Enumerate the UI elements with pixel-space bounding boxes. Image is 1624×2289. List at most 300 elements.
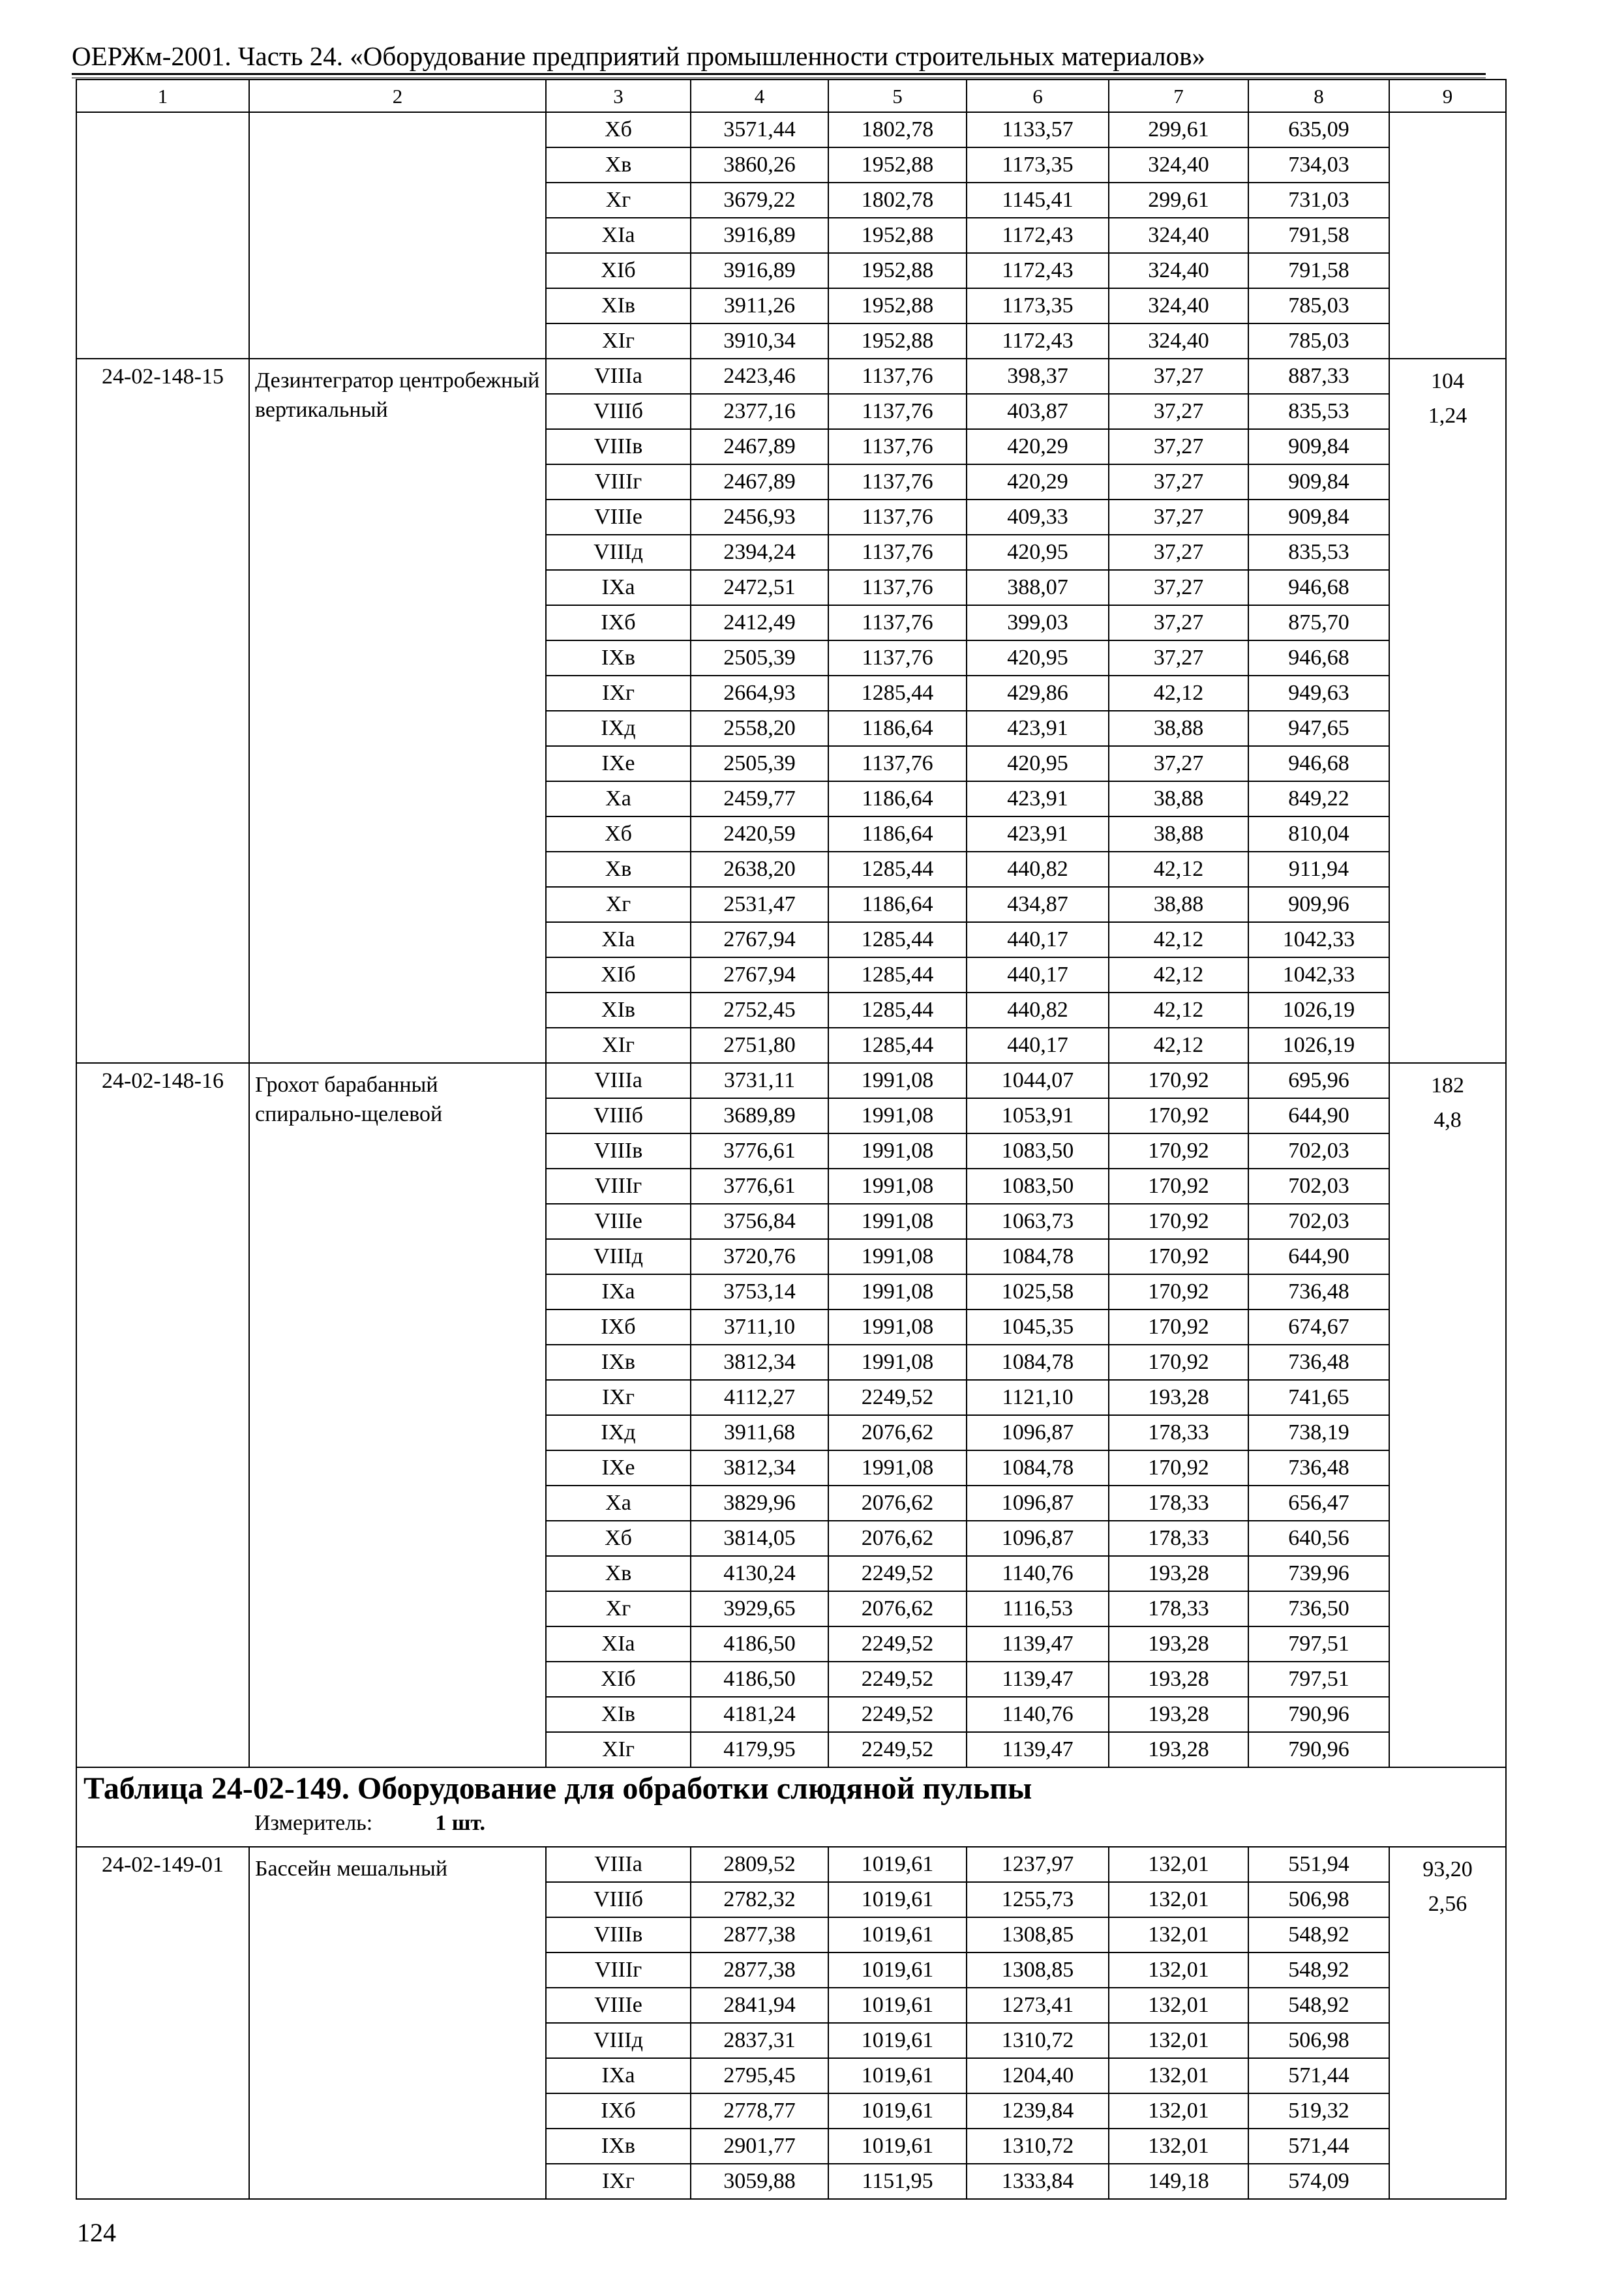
value-cell: 3753,14 xyxy=(691,1274,828,1309)
value-cell: 38,88 xyxy=(1109,711,1248,746)
measure-value: 1 шт. xyxy=(435,1811,486,1835)
value-cell: 1096,87 xyxy=(967,1521,1109,1556)
value-cell: 1019,61 xyxy=(828,1988,967,2023)
zone-cell: VIIIе xyxy=(546,1204,691,1239)
value-cell: 2767,94 xyxy=(691,922,828,957)
zone-cell: Xб xyxy=(546,112,691,147)
item-code xyxy=(76,112,249,359)
value-cell: 2076,62 xyxy=(828,1486,967,1521)
value-cell: 4130,24 xyxy=(691,1556,828,1591)
value-cell: 702,03 xyxy=(1248,1169,1389,1204)
value-cell: 324,40 xyxy=(1109,253,1248,288)
zone-cell: VIIIе xyxy=(546,1988,691,2023)
value-cell: 170,92 xyxy=(1109,1450,1248,1486)
value-cell: 909,84 xyxy=(1248,429,1389,464)
value-cell: 132,01 xyxy=(1109,1988,1248,2023)
value-cell: 911,94 xyxy=(1248,852,1389,887)
value-cell: 506,98 xyxy=(1248,2023,1389,2058)
value-cell: 3911,26 xyxy=(691,288,828,323)
zone-cell: IXв xyxy=(546,2129,691,2164)
value-cell: 423,91 xyxy=(967,781,1109,816)
zone-cell: IXв xyxy=(546,1345,691,1380)
zone-cell: VIIIв xyxy=(546,1133,691,1169)
value-cell: 2809,52 xyxy=(691,1847,828,1882)
zone-cell: Xг xyxy=(546,1591,691,1626)
value-cell: 1991,08 xyxy=(828,1133,967,1169)
zone-cell: Xг xyxy=(546,183,691,218)
value-cell: 2505,39 xyxy=(691,746,828,781)
value-cell: 797,51 xyxy=(1248,1626,1389,1662)
value-cell: 571,44 xyxy=(1248,2058,1389,2093)
value-cell: 1172,43 xyxy=(967,253,1109,288)
value-cell: 640,56 xyxy=(1248,1521,1389,1556)
value-cell: 1019,61 xyxy=(828,1952,967,1988)
value-cell: 656,47 xyxy=(1248,1486,1389,1521)
value-cell: 1121,10 xyxy=(967,1380,1109,1415)
value-cell: 2467,89 xyxy=(691,464,828,500)
value-cell: 42,12 xyxy=(1109,852,1248,887)
value-cell: 1991,08 xyxy=(828,1063,967,1098)
value-cell: 548,92 xyxy=(1248,1917,1389,1952)
value-cell: 1026,19 xyxy=(1248,993,1389,1028)
zone-cell: Xв xyxy=(546,852,691,887)
value-cell: 551,94 xyxy=(1248,1847,1389,1882)
value-cell: 1139,47 xyxy=(967,1732,1109,1767)
value-cell: 835,53 xyxy=(1248,535,1389,570)
value-cell: 4181,24 xyxy=(691,1697,828,1732)
header-rule-thick xyxy=(72,73,1486,75)
value-cell: 1310,72 xyxy=(967,2129,1109,2164)
zone-cell: VIIIв xyxy=(546,429,691,464)
col-header-8: 8 xyxy=(1248,80,1389,112)
value-cell: 1173,35 xyxy=(967,147,1109,183)
value-cell: 946,68 xyxy=(1248,570,1389,605)
col-header-3: 3 xyxy=(546,80,691,112)
value-cell: 1042,33 xyxy=(1248,922,1389,957)
zone-cell: Xг xyxy=(546,887,691,922)
value-cell: 1019,61 xyxy=(828,2093,967,2129)
value-cell: 324,40 xyxy=(1109,288,1248,323)
value-cell: 193,28 xyxy=(1109,1697,1248,1732)
value-cell: 548,92 xyxy=(1248,1988,1389,2023)
value-cell: 1333,84 xyxy=(967,2164,1109,2199)
value-cell: 1172,43 xyxy=(967,218,1109,253)
value-cell: 1285,44 xyxy=(828,1028,967,1063)
value-cell: 1025,58 xyxy=(967,1274,1109,1309)
value-cell: 1137,76 xyxy=(828,746,967,781)
value-cell: 2558,20 xyxy=(691,711,828,746)
value-cell: 1026,19 xyxy=(1248,1028,1389,1063)
item-code: 24-02-148-16 xyxy=(76,1063,249,1767)
value-cell: 324,40 xyxy=(1109,147,1248,183)
value-cell: 3731,11 xyxy=(691,1063,828,1098)
value-cell: 3812,34 xyxy=(691,1345,828,1380)
value-cell: 132,01 xyxy=(1109,2023,1248,2058)
item-code: 24-02-148-15 xyxy=(76,359,249,1063)
value-cell: 635,09 xyxy=(1248,112,1389,147)
value-cell: 3911,68 xyxy=(691,1415,828,1450)
value-cell: 791,58 xyxy=(1248,253,1389,288)
value-cell: 887,33 xyxy=(1248,359,1389,394)
value-cell: 734,03 xyxy=(1248,147,1389,183)
zone-cell: VIIIб xyxy=(546,1098,691,1133)
value-cell: 1239,84 xyxy=(967,2093,1109,2129)
value-cell: 420,95 xyxy=(967,640,1109,676)
value-cell: 1255,73 xyxy=(967,1882,1109,1917)
value-cell: 736,48 xyxy=(1248,1345,1389,1380)
value-cell: 193,28 xyxy=(1109,1556,1248,1591)
value-cell: 3910,34 xyxy=(691,323,828,359)
value-cell: 324,40 xyxy=(1109,323,1248,359)
value-cell: 909,84 xyxy=(1248,464,1389,500)
value-cell: 2901,77 xyxy=(691,2129,828,2164)
value-cell: 1137,76 xyxy=(828,429,967,464)
value-cell: 3829,96 xyxy=(691,1486,828,1521)
price-table xyxy=(76,79,1507,2200)
value-cell: 548,92 xyxy=(1248,1952,1389,1988)
value-cell: 1045,35 xyxy=(967,1309,1109,1345)
value-cell: 1204,40 xyxy=(967,2058,1109,2093)
value-cell: 388,07 xyxy=(967,570,1109,605)
value-cell: 1019,61 xyxy=(828,1882,967,1917)
value-cell: 2472,51 xyxy=(691,570,828,605)
zone-cell: Xа xyxy=(546,781,691,816)
value-cell: 1084,78 xyxy=(967,1345,1109,1380)
value-cell: 403,87 xyxy=(967,394,1109,429)
item-name: Дезинтегратор центробежный вертикальный xyxy=(249,359,546,1063)
value-cell: 193,28 xyxy=(1109,1626,1248,1662)
value-cell: 132,01 xyxy=(1109,1952,1248,1988)
value-cell: 909,84 xyxy=(1248,500,1389,535)
zone-cell: XIг xyxy=(546,1028,691,1063)
zone-cell: IXе xyxy=(546,746,691,781)
column-number-row xyxy=(76,80,1506,112)
value-cell: 2664,93 xyxy=(691,676,828,711)
value-cell: 37,27 xyxy=(1109,605,1248,640)
value-cell: 2412,49 xyxy=(691,605,828,640)
value-cell: 2249,52 xyxy=(828,1732,967,1767)
col-header-6: 6 xyxy=(967,80,1109,112)
value-cell: 2877,38 xyxy=(691,1917,828,1952)
value-cell: 785,03 xyxy=(1248,323,1389,359)
value-cell: 2459,77 xyxy=(691,781,828,816)
value-cell: 2782,32 xyxy=(691,1882,828,1917)
zone-cell: IXа xyxy=(546,570,691,605)
value-cell: 37,27 xyxy=(1109,570,1248,605)
value-cell: 1044,07 xyxy=(967,1063,1109,1098)
value-cell: 178,33 xyxy=(1109,1591,1248,1626)
value-cell: 1019,61 xyxy=(828,2023,967,2058)
value-cell: 178,33 xyxy=(1109,1521,1248,1556)
value-cell: 420,29 xyxy=(967,464,1109,500)
value-cell: 440,17 xyxy=(967,957,1109,993)
zone-cell: IXб xyxy=(546,605,691,640)
value-cell: 170,92 xyxy=(1109,1063,1248,1098)
zone-cell: VIIIг xyxy=(546,464,691,500)
value-cell: 3916,89 xyxy=(691,218,828,253)
value-cell: 170,92 xyxy=(1109,1098,1248,1133)
table-title: Таблица 24-02-149. Оборудование для обработки слюдяной пульпы xyxy=(83,1771,1032,1806)
value-cell: 2767,94 xyxy=(691,957,828,993)
value-cell: 4179,95 xyxy=(691,1732,828,1767)
value-cell: 736,48 xyxy=(1248,1274,1389,1309)
value-cell: 1273,41 xyxy=(967,1988,1109,2023)
value-cell: 178,33 xyxy=(1109,1415,1248,1450)
value-cell: 1991,08 xyxy=(828,1274,967,1309)
value-cell: 1140,76 xyxy=(967,1556,1109,1591)
value-cell: 37,27 xyxy=(1109,464,1248,500)
value-cell: 132,01 xyxy=(1109,1917,1248,1952)
table-row xyxy=(76,1847,1506,1882)
value-cell: 38,88 xyxy=(1109,781,1248,816)
value-cell: 909,96 xyxy=(1248,887,1389,922)
zone-cell: Xв xyxy=(546,147,691,183)
value-cell: 434,87 xyxy=(967,887,1109,922)
value-cell: 1991,08 xyxy=(828,1450,967,1486)
value-cell: 1952,88 xyxy=(828,288,967,323)
value-cell: 2423,46 xyxy=(691,359,828,394)
value-cell: 193,28 xyxy=(1109,1380,1248,1415)
zone-cell: IXд xyxy=(546,1415,691,1450)
col-header-7: 7 xyxy=(1109,80,1248,112)
item-extra xyxy=(1389,1847,1506,2199)
value-cell: 702,03 xyxy=(1248,1204,1389,1239)
value-cell: 2505,39 xyxy=(691,640,828,676)
page-number: 124 xyxy=(77,2218,116,2247)
value-cell: 3929,65 xyxy=(691,1591,828,1626)
value-cell: 1137,76 xyxy=(828,570,967,605)
value-cell: 1237,97 xyxy=(967,1847,1109,1882)
value-cell: 946,68 xyxy=(1248,640,1389,676)
value-cell: 420,95 xyxy=(967,535,1109,570)
value-cell: 3571,44 xyxy=(691,112,828,147)
value-cell: 423,91 xyxy=(967,711,1109,746)
extra-value: 93,20 xyxy=(1422,1857,1473,1881)
zone-cell: XIг xyxy=(546,323,691,359)
value-cell: 731,03 xyxy=(1248,183,1389,218)
table-row xyxy=(76,359,1506,394)
value-cell: 644,90 xyxy=(1248,1239,1389,1274)
value-cell: 170,92 xyxy=(1109,1204,1248,1239)
value-cell: 947,65 xyxy=(1248,711,1389,746)
extra-value: 104 xyxy=(1431,369,1464,393)
value-cell: 674,67 xyxy=(1248,1309,1389,1345)
value-cell: 1186,64 xyxy=(828,781,967,816)
zone-cell: IXв xyxy=(546,640,691,676)
value-cell: 324,40 xyxy=(1109,218,1248,253)
value-cell: 849,22 xyxy=(1248,781,1389,816)
value-cell: 170,92 xyxy=(1109,1239,1248,1274)
value-cell: 38,88 xyxy=(1109,887,1248,922)
value-cell: 1084,78 xyxy=(967,1450,1109,1486)
zone-cell: IXг xyxy=(546,1380,691,1415)
value-cell: 736,50 xyxy=(1248,1591,1389,1626)
value-cell: 299,61 xyxy=(1109,112,1248,147)
value-cell: 1952,88 xyxy=(828,323,967,359)
value-cell: 2638,20 xyxy=(691,852,828,887)
zone-cell: VIIIб xyxy=(546,394,691,429)
zone-cell: Xб xyxy=(546,1521,691,1556)
value-cell: 1991,08 xyxy=(828,1204,967,1239)
value-cell: 810,04 xyxy=(1248,816,1389,852)
value-cell: 1137,76 xyxy=(828,394,967,429)
zone-cell: Xа xyxy=(546,1486,691,1521)
value-cell: 170,92 xyxy=(1109,1345,1248,1380)
value-cell: 3679,22 xyxy=(691,183,828,218)
zone-cell: IXг xyxy=(546,676,691,711)
zone-cell: XIа xyxy=(546,1626,691,1662)
value-cell: 170,92 xyxy=(1109,1274,1248,1309)
zone-cell: XIг xyxy=(546,1732,691,1767)
value-cell: 1116,53 xyxy=(967,1591,1109,1626)
value-cell: 299,61 xyxy=(1109,183,1248,218)
col-header-9: 9 xyxy=(1389,80,1506,112)
zone-cell: XIа xyxy=(546,218,691,253)
value-cell: 1991,08 xyxy=(828,1345,967,1380)
value-cell: 2249,52 xyxy=(828,1380,967,1415)
value-cell: 2076,62 xyxy=(828,1415,967,1450)
value-cell: 1186,64 xyxy=(828,711,967,746)
value-cell: 37,27 xyxy=(1109,640,1248,676)
table-row xyxy=(76,1063,1506,1098)
extra-value: 182 xyxy=(1431,1073,1464,1098)
value-cell: 2837,31 xyxy=(691,2023,828,2058)
value-cell: 2394,24 xyxy=(691,535,828,570)
value-cell: 1186,64 xyxy=(828,816,967,852)
value-cell: 1285,44 xyxy=(828,957,967,993)
value-cell: 1137,76 xyxy=(828,464,967,500)
value-cell: 736,48 xyxy=(1248,1450,1389,1486)
value-cell: 4186,50 xyxy=(691,1662,828,1697)
value-cell: 1308,85 xyxy=(967,1952,1109,1988)
zone-cell: IXг xyxy=(546,2164,691,2199)
value-cell: 835,53 xyxy=(1248,394,1389,429)
value-cell: 1084,78 xyxy=(967,1239,1109,1274)
value-cell: 1137,76 xyxy=(828,535,967,570)
value-cell: 1310,72 xyxy=(967,2023,1109,2058)
value-cell: 132,01 xyxy=(1109,1882,1248,1917)
value-cell: 3812,34 xyxy=(691,1450,828,1486)
value-cell: 149,18 xyxy=(1109,2164,1248,2199)
value-cell: 2249,52 xyxy=(828,1556,967,1591)
value-cell: 2795,45 xyxy=(691,2058,828,2093)
value-cell: 178,33 xyxy=(1109,1486,1248,1521)
value-cell: 949,63 xyxy=(1248,676,1389,711)
value-cell: 2249,52 xyxy=(828,1626,967,1662)
measure-line xyxy=(83,1812,1505,1834)
item-name xyxy=(249,112,546,359)
value-cell: 37,27 xyxy=(1109,500,1248,535)
value-cell: 2076,62 xyxy=(828,1521,967,1556)
value-cell: 739,96 xyxy=(1248,1556,1389,1591)
value-cell: 785,03 xyxy=(1248,288,1389,323)
zone-cell: Xв xyxy=(546,1556,691,1591)
value-cell: 2752,45 xyxy=(691,993,828,1028)
value-cell: 1173,35 xyxy=(967,288,1109,323)
value-cell: 1991,08 xyxy=(828,1309,967,1345)
value-cell: 1285,44 xyxy=(828,852,967,887)
value-cell: 1063,73 xyxy=(967,1204,1109,1239)
zone-cell: VIIIа xyxy=(546,359,691,394)
item-extra xyxy=(1389,1063,1506,1767)
item-name: Бассейн мешальный xyxy=(249,1847,546,2199)
zone-cell: VIIIб xyxy=(546,1882,691,1917)
value-cell: 3814,05 xyxy=(691,1521,828,1556)
zone-cell: VIIIа xyxy=(546,1063,691,1098)
value-cell: 738,19 xyxy=(1248,1415,1389,1450)
value-cell: 1151,95 xyxy=(828,2164,967,2199)
zone-cell: XIб xyxy=(546,1662,691,1697)
extra-value: 2,56 xyxy=(1428,1891,1467,1916)
value-cell: 574,09 xyxy=(1248,2164,1389,2199)
value-cell: 2531,47 xyxy=(691,887,828,922)
value-cell: 132,01 xyxy=(1109,2093,1248,2129)
value-cell: 797,51 xyxy=(1248,1662,1389,1697)
value-cell: 132,01 xyxy=(1109,2058,1248,2093)
zone-cell: IXа xyxy=(546,2058,691,2093)
value-cell: 946,68 xyxy=(1248,746,1389,781)
value-cell: 1019,61 xyxy=(828,2058,967,2093)
value-cell: 2377,16 xyxy=(691,394,828,429)
value-cell: 1308,85 xyxy=(967,1917,1109,1952)
value-cell: 409,33 xyxy=(967,500,1109,535)
value-cell: 1139,47 xyxy=(967,1662,1109,1697)
zone-cell: VIIIд xyxy=(546,1239,691,1274)
value-cell: 37,27 xyxy=(1109,746,1248,781)
value-cell: 1139,47 xyxy=(967,1626,1109,1662)
value-cell: 3916,89 xyxy=(691,253,828,288)
value-cell: 506,98 xyxy=(1248,1882,1389,1917)
extra-value: 4,8 xyxy=(1434,1107,1462,1132)
extra-value: 1,24 xyxy=(1428,403,1467,428)
value-cell: 1137,76 xyxy=(828,500,967,535)
zone-cell: VIIIд xyxy=(546,535,691,570)
value-cell: 3720,76 xyxy=(691,1239,828,1274)
value-cell: 644,90 xyxy=(1248,1098,1389,1133)
value-cell: 42,12 xyxy=(1109,993,1248,1028)
value-cell: 420,29 xyxy=(967,429,1109,464)
value-cell: 1140,76 xyxy=(967,1697,1109,1732)
value-cell: 38,88 xyxy=(1109,816,1248,852)
zone-cell: XIб xyxy=(546,957,691,993)
value-cell: 1802,78 xyxy=(828,183,967,218)
value-cell: 1145,41 xyxy=(967,183,1109,218)
value-cell: 440,82 xyxy=(967,852,1109,887)
value-cell: 875,70 xyxy=(1248,605,1389,640)
value-cell: 42,12 xyxy=(1109,1028,1248,1063)
value-cell: 1991,08 xyxy=(828,1169,967,1204)
value-cell: 571,44 xyxy=(1248,2129,1389,2164)
value-cell: 2249,52 xyxy=(828,1697,967,1732)
value-cell: 2778,77 xyxy=(691,2093,828,2129)
value-cell: 1042,33 xyxy=(1248,957,1389,993)
value-cell: 1137,76 xyxy=(828,359,967,394)
value-cell: 2456,93 xyxy=(691,500,828,535)
value-cell: 1952,88 xyxy=(828,218,967,253)
value-cell: 1802,78 xyxy=(828,112,967,147)
value-cell: 519,32 xyxy=(1248,2093,1389,2129)
col-header-1: 1 xyxy=(76,80,249,112)
value-cell: 3776,61 xyxy=(691,1169,828,1204)
item-code: 24-02-149-01 xyxy=(76,1847,249,2199)
value-cell: 1285,44 xyxy=(828,676,967,711)
value-cell: 193,28 xyxy=(1109,1732,1248,1767)
col-header-4: 4 xyxy=(691,80,828,112)
zone-cell: XIв xyxy=(546,288,691,323)
value-cell: 4112,27 xyxy=(691,1380,828,1415)
value-cell: 3756,84 xyxy=(691,1204,828,1239)
value-cell: 1285,44 xyxy=(828,993,967,1028)
